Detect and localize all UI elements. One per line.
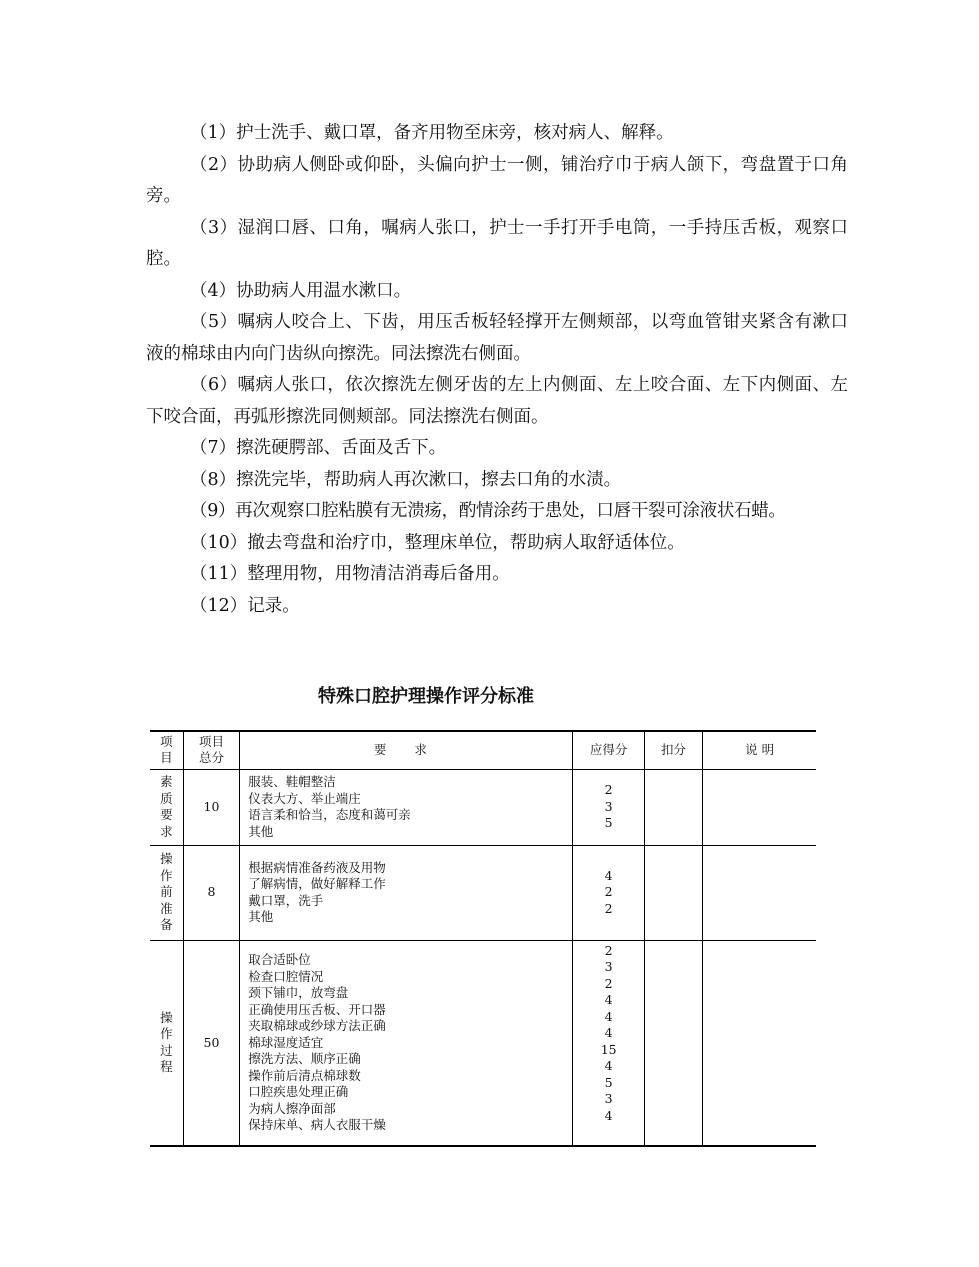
deduct-cell — [644, 940, 702, 1146]
header-note: 说 明 — [703, 731, 816, 769]
section-item-process: 操 作 过 程 — [150, 940, 183, 1146]
header-total: 项目 总分 — [183, 731, 240, 769]
step-11: （11）整理用物，用物清洁消毒后备用。 — [190, 564, 510, 584]
section-item-preparation: 操 作 前 准 备 — [150, 845, 183, 940]
step-5: （5）嘱病人咬合上、下齿，用压舌板轻轻撑开左侧颊部，以弯血管钳夹紧含有漱口液的棉球由内向门齿纵向擦洗。同法擦洗右侧面。 — [146, 312, 848, 364]
section-total: 8 — [183, 845, 240, 940]
section-total: 10 — [183, 769, 240, 845]
section-requirements: 取合适卧位 检查口腔情况 颈下铺巾，放弯盘 正确使用压舌板、开口器 夹取棉球或纱球方法正确 棉球湿度适宜 擦洗方法、顺序正确 操作前后清点棉球数 口腔疾患处理正确 为病人擦净面部 保持床单、病人衣服干燥 — [240, 940, 573, 1146]
header-score: 应得分 — [573, 731, 644, 769]
header-requirement: 要 求 — [240, 731, 573, 769]
table-header-row — [150, 731, 816, 769]
table-row — [150, 845, 816, 940]
step-1: （1）护士洗手、戴口罩，备齐用物至床旁，核对病人、解释。 — [190, 123, 674, 143]
section-requirements: 根据病情准备药液及用物 了解病情，做好解释工作 戴口罩，洗手 其他 — [240, 845, 573, 940]
scoring-table — [150, 730, 816, 1147]
step-3: （3）湿润口唇、口角，嘱病人张口，护士一手打开手电筒，一手持压舌板，观察口腔。 — [146, 217, 848, 269]
procedure-steps — [146, 118, 848, 622]
deduct-cell — [644, 769, 702, 845]
step-8: （8）擦洗完毕，帮助病人再次漱口，擦去口角的水渍。 — [190, 469, 622, 490]
section-scores: 2 3 5 — [573, 769, 644, 845]
step-12: （12）记录。 — [190, 595, 300, 616]
note-cell — [703, 940, 816, 1146]
header-item: 项 目 — [150, 731, 183, 769]
step-7: （7）擦洗硬腭部、舌面及舌下。 — [190, 438, 447, 458]
step-4: （4）协助病人用温水漱口。 — [190, 280, 412, 301]
section-total: 50 — [183, 940, 240, 1146]
step-6: （6）嘱病人张口，依次擦洗左侧牙齿的左上内侧面、左上咬合面、左下内侧面、左下咬合面，再弧形擦洗同侧颊部。同法擦洗右侧面。 — [146, 375, 848, 427]
section-requirements: 服装、鞋帽整洁 仪表大方、举止端庄 语言柔和恰当，态度和蔼可亲 其他 — [240, 769, 573, 845]
note-cell — [703, 845, 816, 940]
step-10: （10）撤去弯盘和治疗巾，整理床单位，帮助病人取舒适体位。 — [190, 532, 685, 553]
header-deduct: 扣分 — [644, 731, 702, 769]
step-2: （2）协助病人侧卧或仰卧，头偏向护士一侧，铺治疗巾于病人颌下，弯盘置于口角旁。 — [146, 154, 848, 206]
deduct-cell — [644, 845, 702, 940]
note-cell — [703, 769, 816, 845]
section-scores: 2 3 2 4 4 4 15 4 5 3 4 — [573, 940, 644, 1146]
table-row — [150, 940, 816, 1146]
table-row — [150, 769, 816, 845]
step-9: （9）再次观察口腔粘膜有无溃疡，酌情涂药于患处，口唇干裂可涂液状石蜡。 — [190, 501, 786, 521]
section-item-quality: 素 质 要 求 — [150, 769, 183, 845]
section-scores: 4 2 2 — [573, 845, 644, 940]
table-title: 特殊口腔护理操作评分标准 — [318, 686, 534, 707]
